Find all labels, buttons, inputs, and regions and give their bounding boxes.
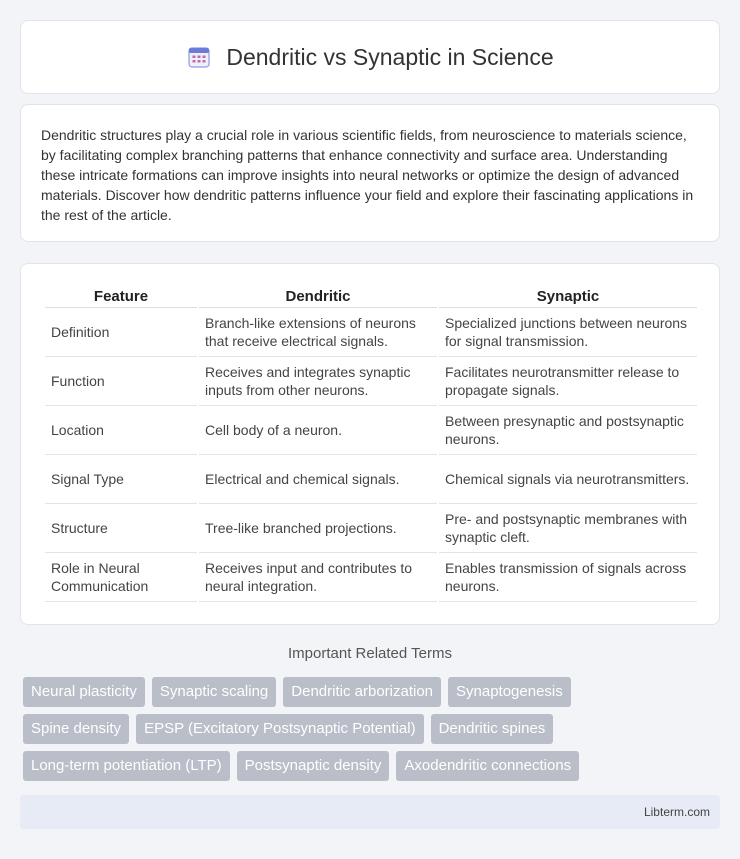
synaptic-cell: Specialized junctions between neurons for signal transmission.: [439, 308, 697, 357]
tag-postsynaptic-density[interactable]: Postsynaptic density: [237, 751, 390, 781]
header-dendritic: Dendritic: [199, 284, 437, 308]
tag-ltp[interactable]: Long-term potentiation (LTP): [23, 751, 230, 781]
table-header-row: [45, 284, 697, 308]
header-feature: Feature: [45, 284, 197, 308]
tag-synaptogenesis[interactable]: Synaptogenesis: [448, 677, 571, 707]
tag-axodendritic-connections[interactable]: Axodendritic connections: [396, 751, 579, 781]
table-row: [45, 406, 697, 455]
synaptic-cell: Between presynaptic and postsynaptic neurons.: [439, 406, 697, 455]
tag-neural-plasticity[interactable]: Neural plasticity: [23, 677, 145, 707]
synaptic-cell: Chemical signals via neurotransmitters.: [439, 455, 697, 504]
header-card: [20, 20, 720, 94]
dendritic-cell: Receives and integrates synaptic inputs from other neurons.: [199, 357, 437, 406]
feature-cell: Location: [45, 406, 197, 455]
dendritic-cell: Electrical and chemical signals.: [199, 455, 437, 504]
feature-cell: Role in Neural Communication: [45, 553, 197, 602]
feature-cell: Function: [45, 357, 197, 406]
tag-spine-density[interactable]: Spine density: [23, 714, 129, 744]
tag-row: [23, 714, 723, 744]
feature-cell: Signal Type: [45, 455, 197, 504]
dendritic-cell: Tree-like branched projections.: [199, 504, 437, 553]
feature-cell: Structure: [45, 504, 197, 553]
intro-card: [20, 104, 720, 242]
table-row: [45, 504, 697, 553]
comparison-table: [43, 284, 699, 602]
table-row: [45, 357, 697, 406]
dendritic-cell: Cell body of a neuron.: [199, 406, 437, 455]
header-synaptic: Synaptic: [439, 284, 697, 308]
table-row: [45, 553, 697, 602]
footer: [20, 795, 720, 829]
tag-row: [23, 751, 723, 781]
related-terms-tags: [23, 677, 723, 788]
tag-epsp[interactable]: EPSP (Excitatory Postsynaptic Potential): [136, 714, 424, 744]
table-row: [45, 308, 697, 357]
dendritic-cell: Branch-like extensions of neurons that receive electrical signals.: [199, 308, 437, 357]
dendritic-cell: Receives input and contributes to neural integration.: [199, 553, 437, 602]
tag-synaptic-scaling[interactable]: Synaptic scaling: [152, 677, 276, 707]
related-terms-title: Important Related Terms: [288, 645, 452, 662]
comparison-table-card: [20, 263, 720, 625]
page-title: Dendritic vs Synaptic in Science: [226, 43, 554, 70]
footer-site-link[interactable]: Libterm.com: [643, 805, 710, 819]
tag-dendritic-arborization[interactable]: Dendritic arborization: [283, 677, 441, 707]
tag-dendritic-spines[interactable]: Dendritic spines: [431, 714, 554, 744]
intro-paragraph: Dendritic structures play a crucial role in various scientific fields, from neuroscience to materials science, by facilitating complex branching patterns that enhance connectivity and surface area. Understanding these intricate formations can improve insights into neural networks or optimize the design of advanced materials. Discover how dendritic patterns influence your field and explore their fascinating applications in the rest of the article.: [41, 127, 694, 223]
table-row: [45, 455, 697, 504]
synaptic-cell: Pre- and postsynaptic membranes with synaptic cleft.: [439, 504, 697, 553]
feature-cell: Definition: [45, 308, 197, 357]
tag-row: [23, 677, 723, 707]
synaptic-cell: Facilitates neurotransmitter release to propagate signals.: [439, 357, 697, 406]
synaptic-cell: Enables transmission of signals across neurons.: [439, 553, 697, 602]
calendar-grid-icon: [186, 44, 212, 70]
